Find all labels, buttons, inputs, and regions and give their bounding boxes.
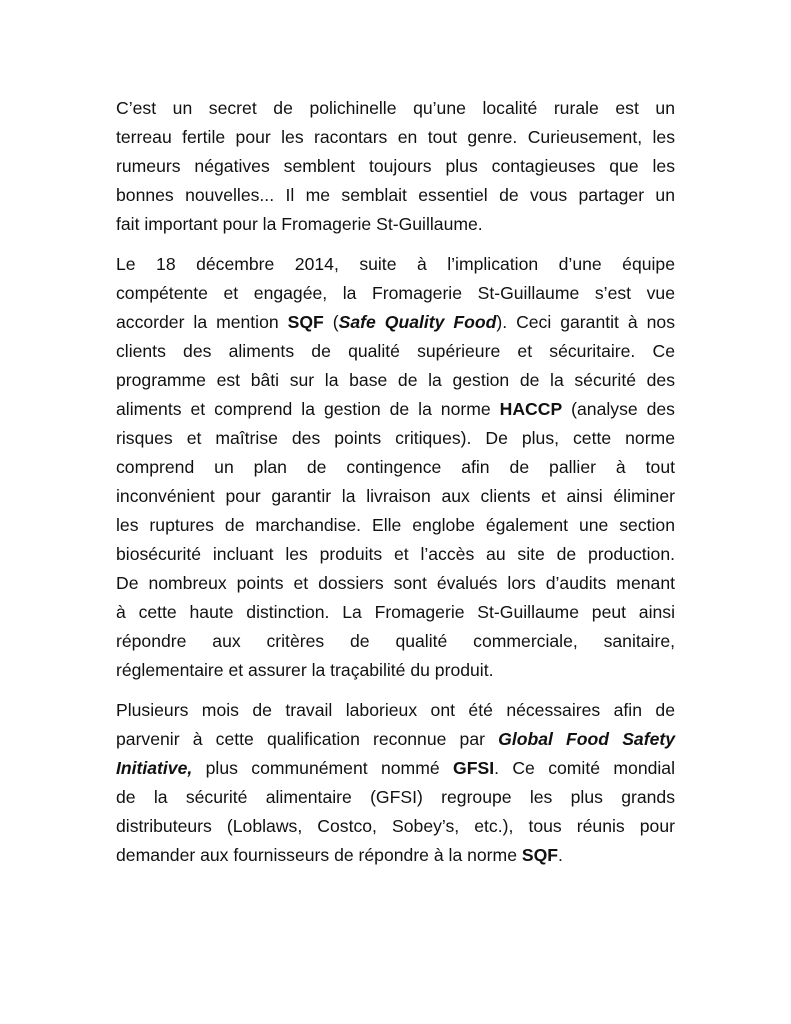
text-run: compétente et engagée, la Fromagerie St-Guillaume s’est vue (116, 283, 675, 303)
text-run: . (558, 845, 563, 865)
text-run: à cette haute distinction. La Fromagerie St-Guillaume peut ainsi (116, 602, 675, 622)
text-run: répondre aux critères de qualité commerciale, sanitaire, (116, 631, 675, 651)
text-run: (analyse des (562, 399, 675, 419)
text-line (116, 424, 675, 453)
text-run: fait important pour la Fromagerie St-Guillaume. (116, 214, 483, 234)
text-line (116, 627, 675, 656)
text-run: programme est bâti sur la base de la gestion de la sécurité des (116, 370, 675, 390)
text-run: accorder la mention (116, 312, 288, 332)
text-line (116, 210, 675, 239)
text-line (116, 337, 675, 366)
text-line (116, 366, 675, 395)
text-line (116, 656, 675, 685)
text-run: plus communément nommé (192, 758, 454, 778)
text-line (116, 511, 675, 540)
text-line (116, 123, 675, 152)
text-run: De nombreux points et dossiers sont évalués lors d’audits menant (116, 573, 675, 593)
text-run: aliments et comprend la gestion de la norme (116, 399, 500, 419)
text-line (116, 152, 675, 181)
text-run: Le 18 décembre 2014, suite à l’implication d’une équipe (116, 254, 675, 274)
emphasized-text: SQF (287, 312, 324, 332)
text-line (116, 94, 675, 123)
text-line (116, 569, 675, 598)
text-line (116, 598, 675, 627)
text-line (116, 540, 675, 569)
text-line (116, 453, 675, 482)
document-page (116, 94, 675, 881)
text-run: Plusieurs mois de travail laborieux ont été nécessaires afin de (116, 700, 675, 720)
text-run: ( (323, 312, 339, 332)
text-line (116, 482, 675, 511)
text-run: . Ce comité mondial (494, 758, 675, 778)
text-line (116, 725, 675, 754)
text-line (116, 754, 675, 783)
text-line (116, 783, 675, 812)
text-run: distributeurs (Loblaws, Costco, Sobey’s, etc.), tous réunis pour (116, 816, 675, 836)
emphasized-text: GFSI (453, 758, 495, 778)
text-run: de la sécurité alimentaire (GFSI) regroupe les plus grands (116, 787, 675, 807)
text-run: C’est un secret de polichinelle qu’une localité rurale est un (116, 98, 675, 118)
paragraph (116, 250, 675, 685)
text-line (116, 812, 675, 841)
text-run: biosécurité incluant les produits et l’accès au site de production. (116, 544, 675, 564)
emphasized-text: Initiative, (116, 758, 193, 778)
text-run: ). Ceci garantit à nos (496, 312, 675, 332)
text-run: demander aux fournisseurs de répondre à la norme (116, 845, 522, 865)
text-run: réglementaire et assurer la traçabilité du produit. (116, 660, 494, 680)
emphasized-text: Safe Quality Food (338, 312, 497, 332)
text-line (116, 841, 675, 870)
text-run: rumeurs négatives semblent toujours plus contagieuses que les (116, 156, 675, 176)
paragraph (116, 94, 675, 239)
text-run: parvenir à cette qualification reconnue par (116, 729, 499, 749)
text-run: comprend un plan de contingence afin de pallier à tout (116, 457, 675, 477)
text-run: terreau fertile pour les racontars en tout genre. Curieusement, les (116, 127, 675, 147)
text-run: inconvénient pour garantir la livraison aux clients et ainsi éliminer (116, 486, 675, 506)
text-line (116, 181, 675, 210)
text-run: risques et maîtrise des points critiques). De plus, cette norme (116, 428, 675, 448)
paragraph (116, 696, 675, 870)
text-run: clients des aliments de qualité supérieure et sécuritaire. Ce (116, 341, 675, 361)
emphasized-text: SQF (521, 845, 559, 865)
text-line (116, 696, 675, 725)
text-line (116, 308, 675, 337)
text-run: les ruptures de marchandise. Elle englobe également une section (116, 515, 675, 535)
text-line (116, 250, 675, 279)
text-line (116, 279, 675, 308)
emphasized-text: HACCP (499, 399, 563, 419)
text-line (116, 395, 675, 424)
text-run: bonnes nouvelles... Il me semblait essentiel de vous partager un (116, 185, 675, 205)
emphasized-text: Global Food Safety (498, 729, 676, 749)
